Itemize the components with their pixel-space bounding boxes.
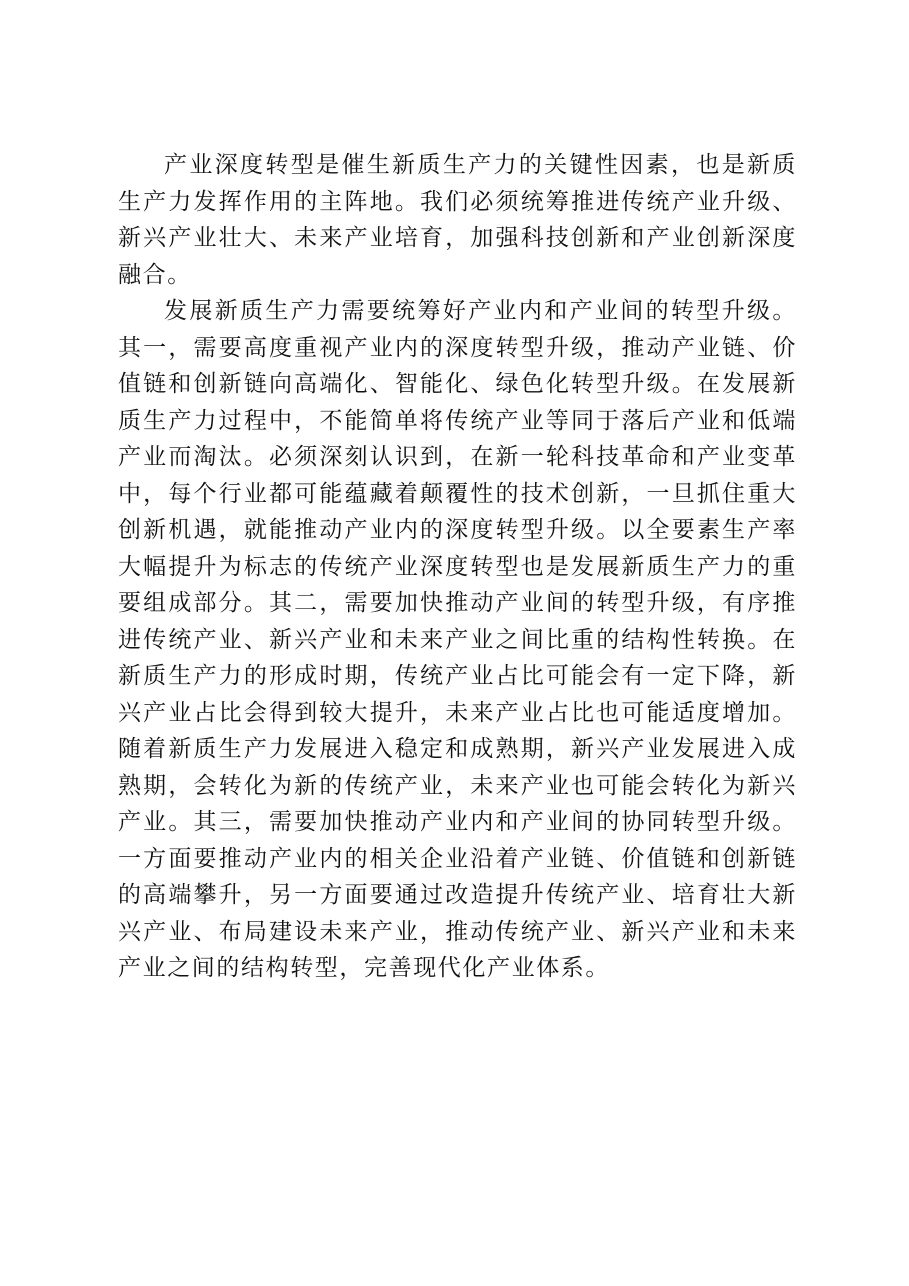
paragraph-1: 产业深度转型是催生新质生产力的关键性因素，也是新质生产力发挥作用的主阵地。我们必须统筹推进传统产业升级、新兴产业壮大、未来产业培育，加强科技创新和产业创新深度融合。: [118, 152, 797, 288]
document-body: [118, 147, 797, 987]
paragraph-2: 发展新质生产力需要统筹好产业内和产业间的转型升级。其一，需要高度重视产业内的深度转型升级，推动产业链、价值链和创新链向高端化、智能化、绿色化转型升级。在发展新质生产力过程中，不能简单将传统产业等同于落后产业和低端产业而淘汰。必须深刻认识到，在新一轮科技革命和产业变革中，每个行业都可能蕴藏着颠覆性的技术创新，一旦抓住重大创新机遇，就能推动产业内的深度转型升级。以全要素生产率大幅提升为标志的传统产业深度转型也是发展新质生产力的重要组成部分。其二，需要加快推动产业间的转型升级，有序推进传统产业、新兴产业和未来产业之间比重的结构性转换。在新质生产力的形成时期，传统产业占比可能会有一定下降，新兴产业占比会得到较大提升，未来产业占比也可能适度增加。随着新质生产力发展进入稳定和成熟期，新兴产业发展进入成熟期，会转化为新的传统产业，未来产业也可能会转化为新兴产业。其三，需要加快推动产业内和产业间的协同转型升级。一方面要推动产业内的相关企业沿着产业链、价值链和创新链的高端攀升，另一方面要通过改造提升传统产业、培育壮大新兴产业、布局建设未来产业，推动传统产业、新兴产业和未来产业之间的结构转型，完善现代化产业体系。: [118, 298, 797, 981]
